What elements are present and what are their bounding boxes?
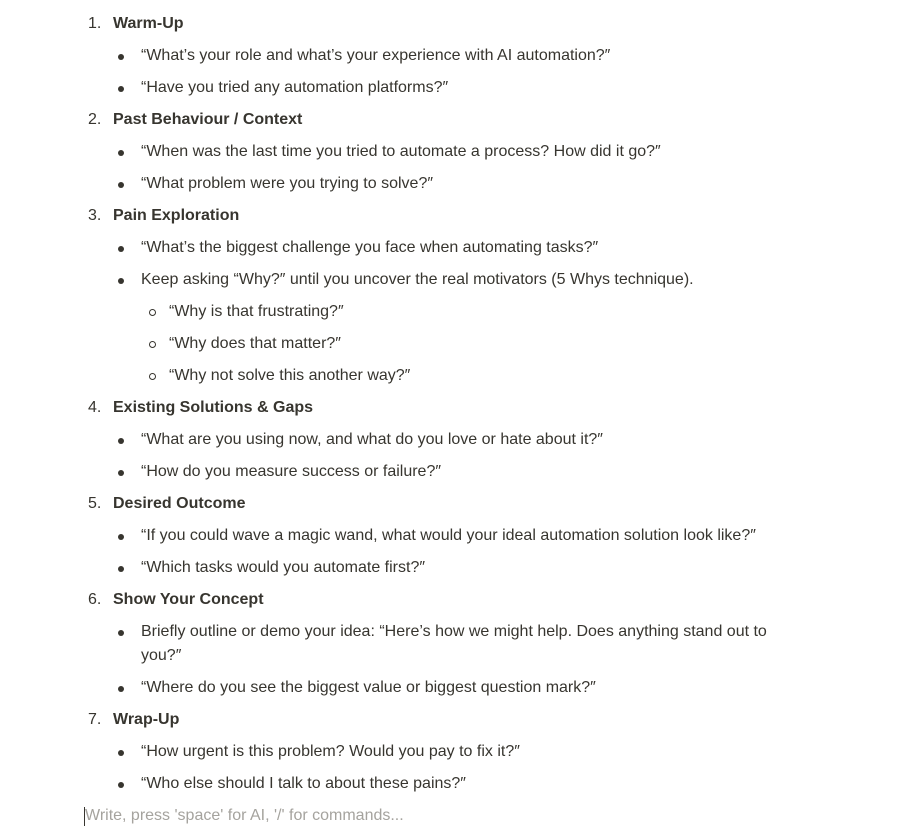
item-number: 3. xyxy=(88,207,102,224)
bullet-icon xyxy=(118,566,124,572)
bullet-text: “How urgent is this problem? Would you pay to fix it?″ xyxy=(141,743,520,760)
bullet-icon xyxy=(118,278,124,284)
item-title: Pain Exploration xyxy=(113,207,240,224)
bullet-text: “What are you using now, and what do you love or hate about it?″ xyxy=(141,431,603,448)
bullet-text: “Which tasks would you automate first?″ xyxy=(141,559,425,576)
bullet-text: “What problem were you trying to solve?″ xyxy=(141,175,434,192)
bullet-text: “Who else should I talk to about these pains?″ xyxy=(141,775,466,792)
sub-bullet-text: “Why not solve this another way?″ xyxy=(169,367,411,384)
bullet-icon xyxy=(118,86,124,92)
bullet-text: “Have you tried any automation platforms?″ xyxy=(141,79,449,96)
bullet-text: Keep asking “Why?″ until you uncover the real motivators (5 Whys technique). xyxy=(141,271,694,288)
item-number: 1. xyxy=(88,15,102,32)
bullet-text: “Where do you see the biggest value or biggest question mark?″ xyxy=(141,679,596,696)
bullet-icon xyxy=(118,470,124,476)
bullet-icon xyxy=(118,750,124,756)
bullet-text: “When was the last time you tried to automate a process? How did it go?″ xyxy=(141,143,661,160)
item-title: Show Your Concept xyxy=(113,591,264,608)
item-number: 6. xyxy=(88,591,102,608)
item-title: Past Behaviour / Context xyxy=(113,111,303,128)
hollow-bullet-icon xyxy=(149,309,156,316)
bullet-text: Briefly outline or demo your idea: “Here’s how we might help. Does anything stand out to you?″ xyxy=(141,623,767,664)
bullet-text: “If you could wave a magic wand, what would your ideal automation solution look like?″ xyxy=(141,527,756,544)
bullet-icon xyxy=(118,630,124,636)
bullet-icon xyxy=(118,782,124,788)
editor-input[interactable]: Write, press 'space' for AI, '/' for commands... xyxy=(85,807,404,824)
item-title: Existing Solutions & Gaps xyxy=(113,399,314,416)
item-number: 4. xyxy=(88,399,102,416)
item-number: 2. xyxy=(88,111,102,128)
sub-bullet-text: “Why is that frustrating?″ xyxy=(169,303,344,320)
bullet-text: “What’s your role and what’s your experience with AI automation?″ xyxy=(141,47,611,64)
item-title: Wrap-Up xyxy=(113,711,180,728)
item-number: 7. xyxy=(88,711,102,728)
item-title: Desired Outcome xyxy=(113,495,246,512)
item-number: 5. xyxy=(88,495,102,512)
hollow-bullet-icon xyxy=(149,373,156,380)
bullet-icon xyxy=(118,54,124,60)
bullet-text: “What’s the biggest challenge you face when automating tasks?″ xyxy=(141,239,599,256)
bullet-icon xyxy=(118,150,124,156)
bullet-icon xyxy=(118,182,124,188)
item-title: Warm-Up xyxy=(113,15,184,32)
bullet-icon xyxy=(118,686,124,692)
hollow-bullet-icon xyxy=(149,341,156,348)
sub-bullet-text: “Why does that matter?″ xyxy=(169,335,341,352)
bullet-icon xyxy=(118,246,124,252)
bullet-text: “How do you measure success or failure?″ xyxy=(141,463,442,480)
bullet-icon xyxy=(118,438,124,444)
bullet-icon xyxy=(118,534,124,540)
